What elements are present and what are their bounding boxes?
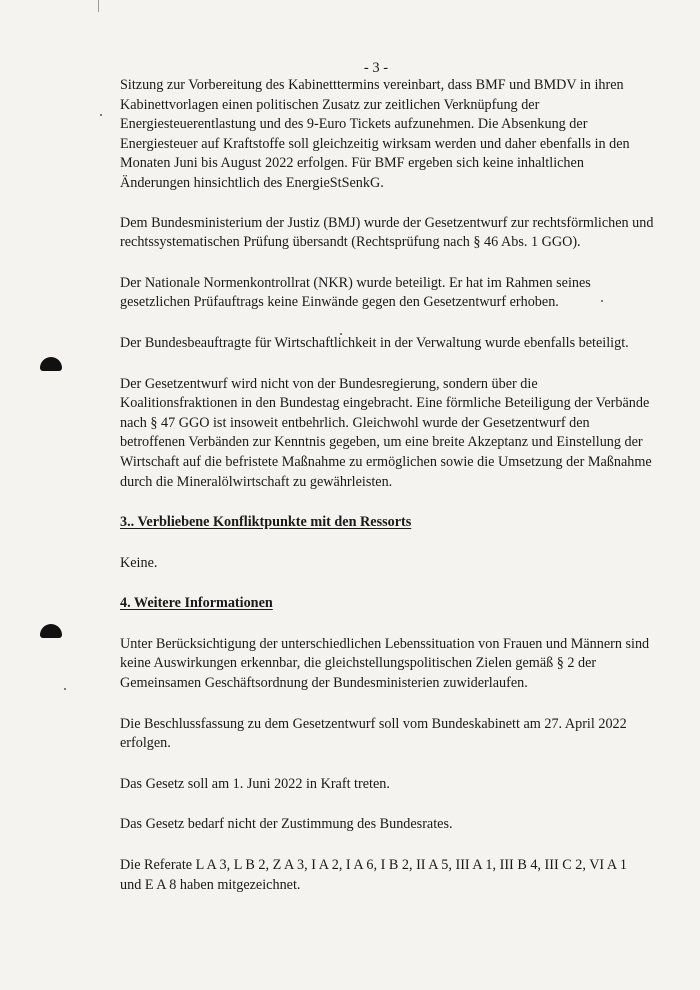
- text-line: betroffenen Verbänden zur Kenntnis gegeben, um eine breite Akzeptanz und Einstellung der: [120, 434, 643, 451]
- text-line: Das Gesetz soll am 1. Juni 2022 in Kraft treten.: [120, 775, 390, 792]
- text-line: Kabinettvorlagen einen politischen Zusatz zur zeitlichen Verknüpfung der: [120, 96, 540, 113]
- section-3-heading: 3.. Verbliebene Konfliktpunkte mit den Ressorts: [120, 514, 412, 531]
- paragraph-bmj: [120, 214, 654, 253]
- paragraph-gleichstellung: [120, 635, 650, 694]
- text-line: rechtssystematischen Prüfung übersandt (Rechtsprüfung nach § 46 Abs. 1 GGO).: [120, 234, 581, 251]
- text-line: Das Gesetz bedarf nicht der Zustimmung des Bundesrates.: [120, 816, 453, 833]
- text-line: Der Nationale Normenkontrollrat (NKR) wurde beteiligt. Er hat im Rahmen seines: [120, 274, 591, 291]
- section-3-text: Keine.: [120, 554, 158, 571]
- text-line: Sitzung zur Vorbereitung des Kabinetttermins vereinbart, dass BMF und BMDV in ihren: [120, 77, 624, 93]
- punch-hole-top: [40, 357, 62, 371]
- text-line: keine Auswirkungen erkennbar, die gleichstellungspolitischen Zielen gemäß § 2 der: [120, 655, 597, 672]
- text-line: Unter Berücksichtigung der unterschiedlichen Lebenssituation von Frauen und Männern sind: [120, 635, 650, 652]
- text-line: erfolgen.: [120, 735, 171, 752]
- text-line: Gemeinsamen Geschäftsordnung der Bundesministerien zuwiderlaufen.: [120, 675, 528, 692]
- text-line: Wirtschaft auf die befristete Maßnahme zu ermöglichen sowie die Umsetzung der Maßnahme: [120, 453, 652, 470]
- text-line: Die Beschlussfassung zu dem Gesetzentwurf soll vom Bundeskabinett am 27. April 2022: [120, 715, 627, 732]
- text-line: Der Gesetzentwurf wird nicht von der Bundesregierung, sondern über die: [120, 375, 538, 392]
- text-line: Die Referate L A 3, L B 2, Z A 3, I A 2, I A 6, I B 2, II A 5, III A 1, III B 4, III C 2, VI A 1: [120, 857, 628, 874]
- paragraph-bundesrat: [120, 815, 645, 835]
- paragraph-verbaende: [120, 375, 652, 493]
- paragraph-bwv: [120, 334, 645, 354]
- text-line: Änderungen hinsichtlich des EnergieStSenkG.: [120, 174, 384, 191]
- text-line: gesetzlichen Prüfauftrags keine Einwände gegen den Gesetzentwurf erhoben.: [120, 294, 559, 311]
- paragraph-referate: [120, 856, 645, 895]
- text-line: Energiesteuerentlastung und des 9-Euro Tickets aufzunehmen. Die Absenkung der: [120, 116, 588, 133]
- text-line: Koalitionsfraktionen in den Bundestag eingebracht. Eine förmliche Beteiligung der Verbände: [120, 395, 650, 412]
- text-line: und E A 8 haben mitgezeichnet.: [120, 876, 301, 893]
- paragraph-cabinet-session: [120, 76, 645, 194]
- text-line: Energiesteuer auf Kraftstoffe soll gleichzeitig wirksam werden und daher ebenfalls in den: [120, 135, 630, 152]
- text-line: Monaten Juni bis August 2022 erfolgen. Für BMF ergeben sich keine inhaltlichen: [120, 155, 584, 172]
- scan-speck: [64, 688, 66, 690]
- text-line: nach § 47 GGO ist insoweit entbehrlich. Gleichwohl wurde der Gesetzentwurf den: [120, 414, 590, 431]
- punch-hole-bottom: [40, 624, 62, 638]
- page-number: - 3 -: [363, 60, 389, 76]
- paragraph-inkrafttreten: [120, 775, 645, 795]
- document-body: [120, 76, 654, 916]
- scan-mark: [98, 0, 99, 12]
- paragraph-nkr: [120, 274, 645, 313]
- scan-speck: [100, 114, 102, 116]
- text-line: durch die Mineralölwirtschaft zu gewährleisten.: [120, 473, 393, 490]
- text-line: Dem Bundesministerium der Justiz (BMJ) wurde der Gesetzentwurf zur rechtsförmlichen und: [120, 214, 654, 231]
- text-line: Der Bundesbeauftragte für Wirtschaftlichkeit in der Verwaltung wurde ebenfalls beteiligt.: [120, 334, 629, 351]
- section-4-heading: 4. Weitere Informationen: [120, 595, 273, 612]
- paragraph-beschluss: [120, 715, 645, 754]
